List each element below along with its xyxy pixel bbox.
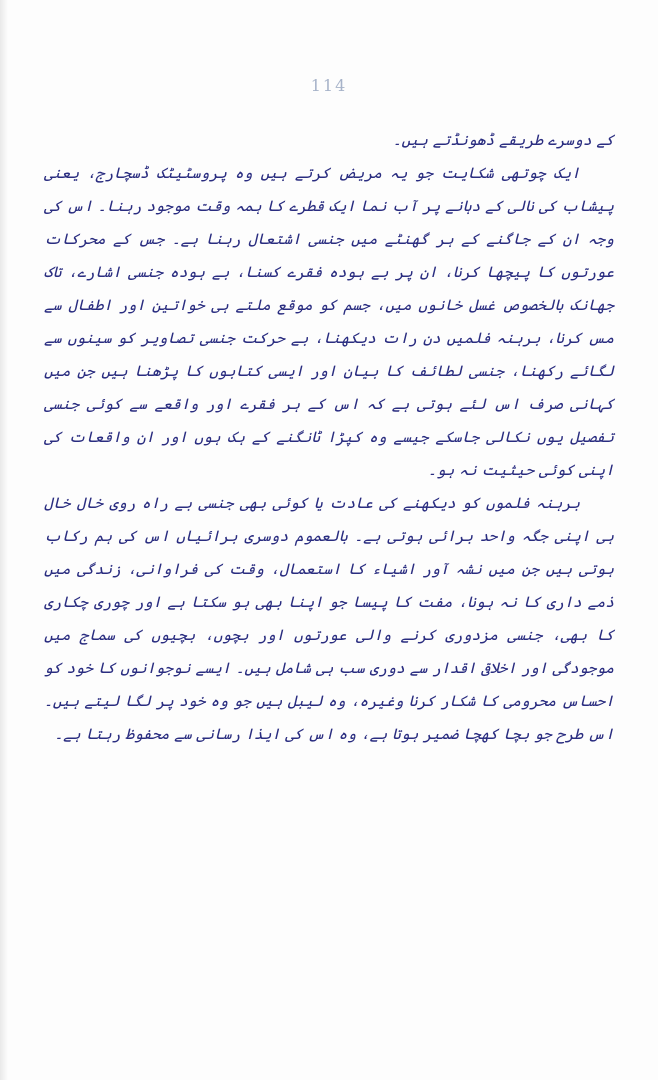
page-number: 114 [310,76,348,95]
paragraph-2: ایک چوتھی شکایت جو یہ مریض کرتے ہیں وہ پروسٹیٹک ڈسچارج، یعنی پیشاب کی نالی کے دہانے پر آب نما ایک قطرے کا ہمہ وقت موجود رہنا۔ اس کی وجہ ان کے جاگنے کے ہر گھنٹے میں جنسی اشتعال رہنا ہے۔ جس کے محرکات عورتوں کا پیچھا کرنا، ان پر بے ہودہ فقرے کسنا، بے ہودہ جنسی اشارے، تاک جھانک بالخصوص غسل خانوں میں، جسم کو موقع ملتے ہی خواتین اور اطفال سے مس کرنا، برہنہ فلمیں دن رات دیکھنا، بے حرکت جنسی تصاویر کو سینوں سے لگائے رکھنا، جنسی لطائف کا بیان اور ایسی کتابوں کا پڑھنا ہیں جن میں کہانی صرف اس لئے ہوتی ہے کہ اس کے ہر فقرے اور واقعے سے کوئی جنسی تفصیل یوں نکالی جاسکے جیسے وہ کپڑا ٹانگنے کے ہک ہوں اور ان واقعات کی اپنی کوئی حیثیت نہ ہو۔ [44,164,614,479]
paragraph-1: کے دوسرے طریقے ڈھونڈتے ہیں۔ [392,131,614,149]
page-edge-shadow [0,0,8,1080]
paragraph-3: برہنہ فلموں کو دیکھنے کی عادت یا کوئی بھی جنسی بے راہ روی خال خال ہی اپنی جگہ واحد برائی ہوتی ہے۔ بالعموم دوسری برائیاں اس کی ہم رکاب ہوتی ہیں جن میں نشہ آور اشیاء کا استعمال، وقت کی فراوانی، زندگی میں ذمے داری کا نہ ہونا، مفت کا پیسا جو اپنا بھی ہو سکتا ہے اور چوری چکاری کا بھی، جنسی مزدوری کرنے والی عورتوں اور بچوں، بچیوں کی سماج میں موجودگی اور اخلاقی اقدار سے دوری سب ہی شامل ہیں۔ ایسے نوجوانوں کا خود کو احساس محرومی کا شکار کرنا وغیرہ، وہ لیبل ہیں جو وہ خود پر لگا لیتے ہیں۔ اس طرح جو بچا کھچا ضمیر ہوتا ہے، وہ اس کی ایذا رسانی سے محفوظ رہتا ہے۔ [44,494,614,743]
body-text [44,124,614,751]
